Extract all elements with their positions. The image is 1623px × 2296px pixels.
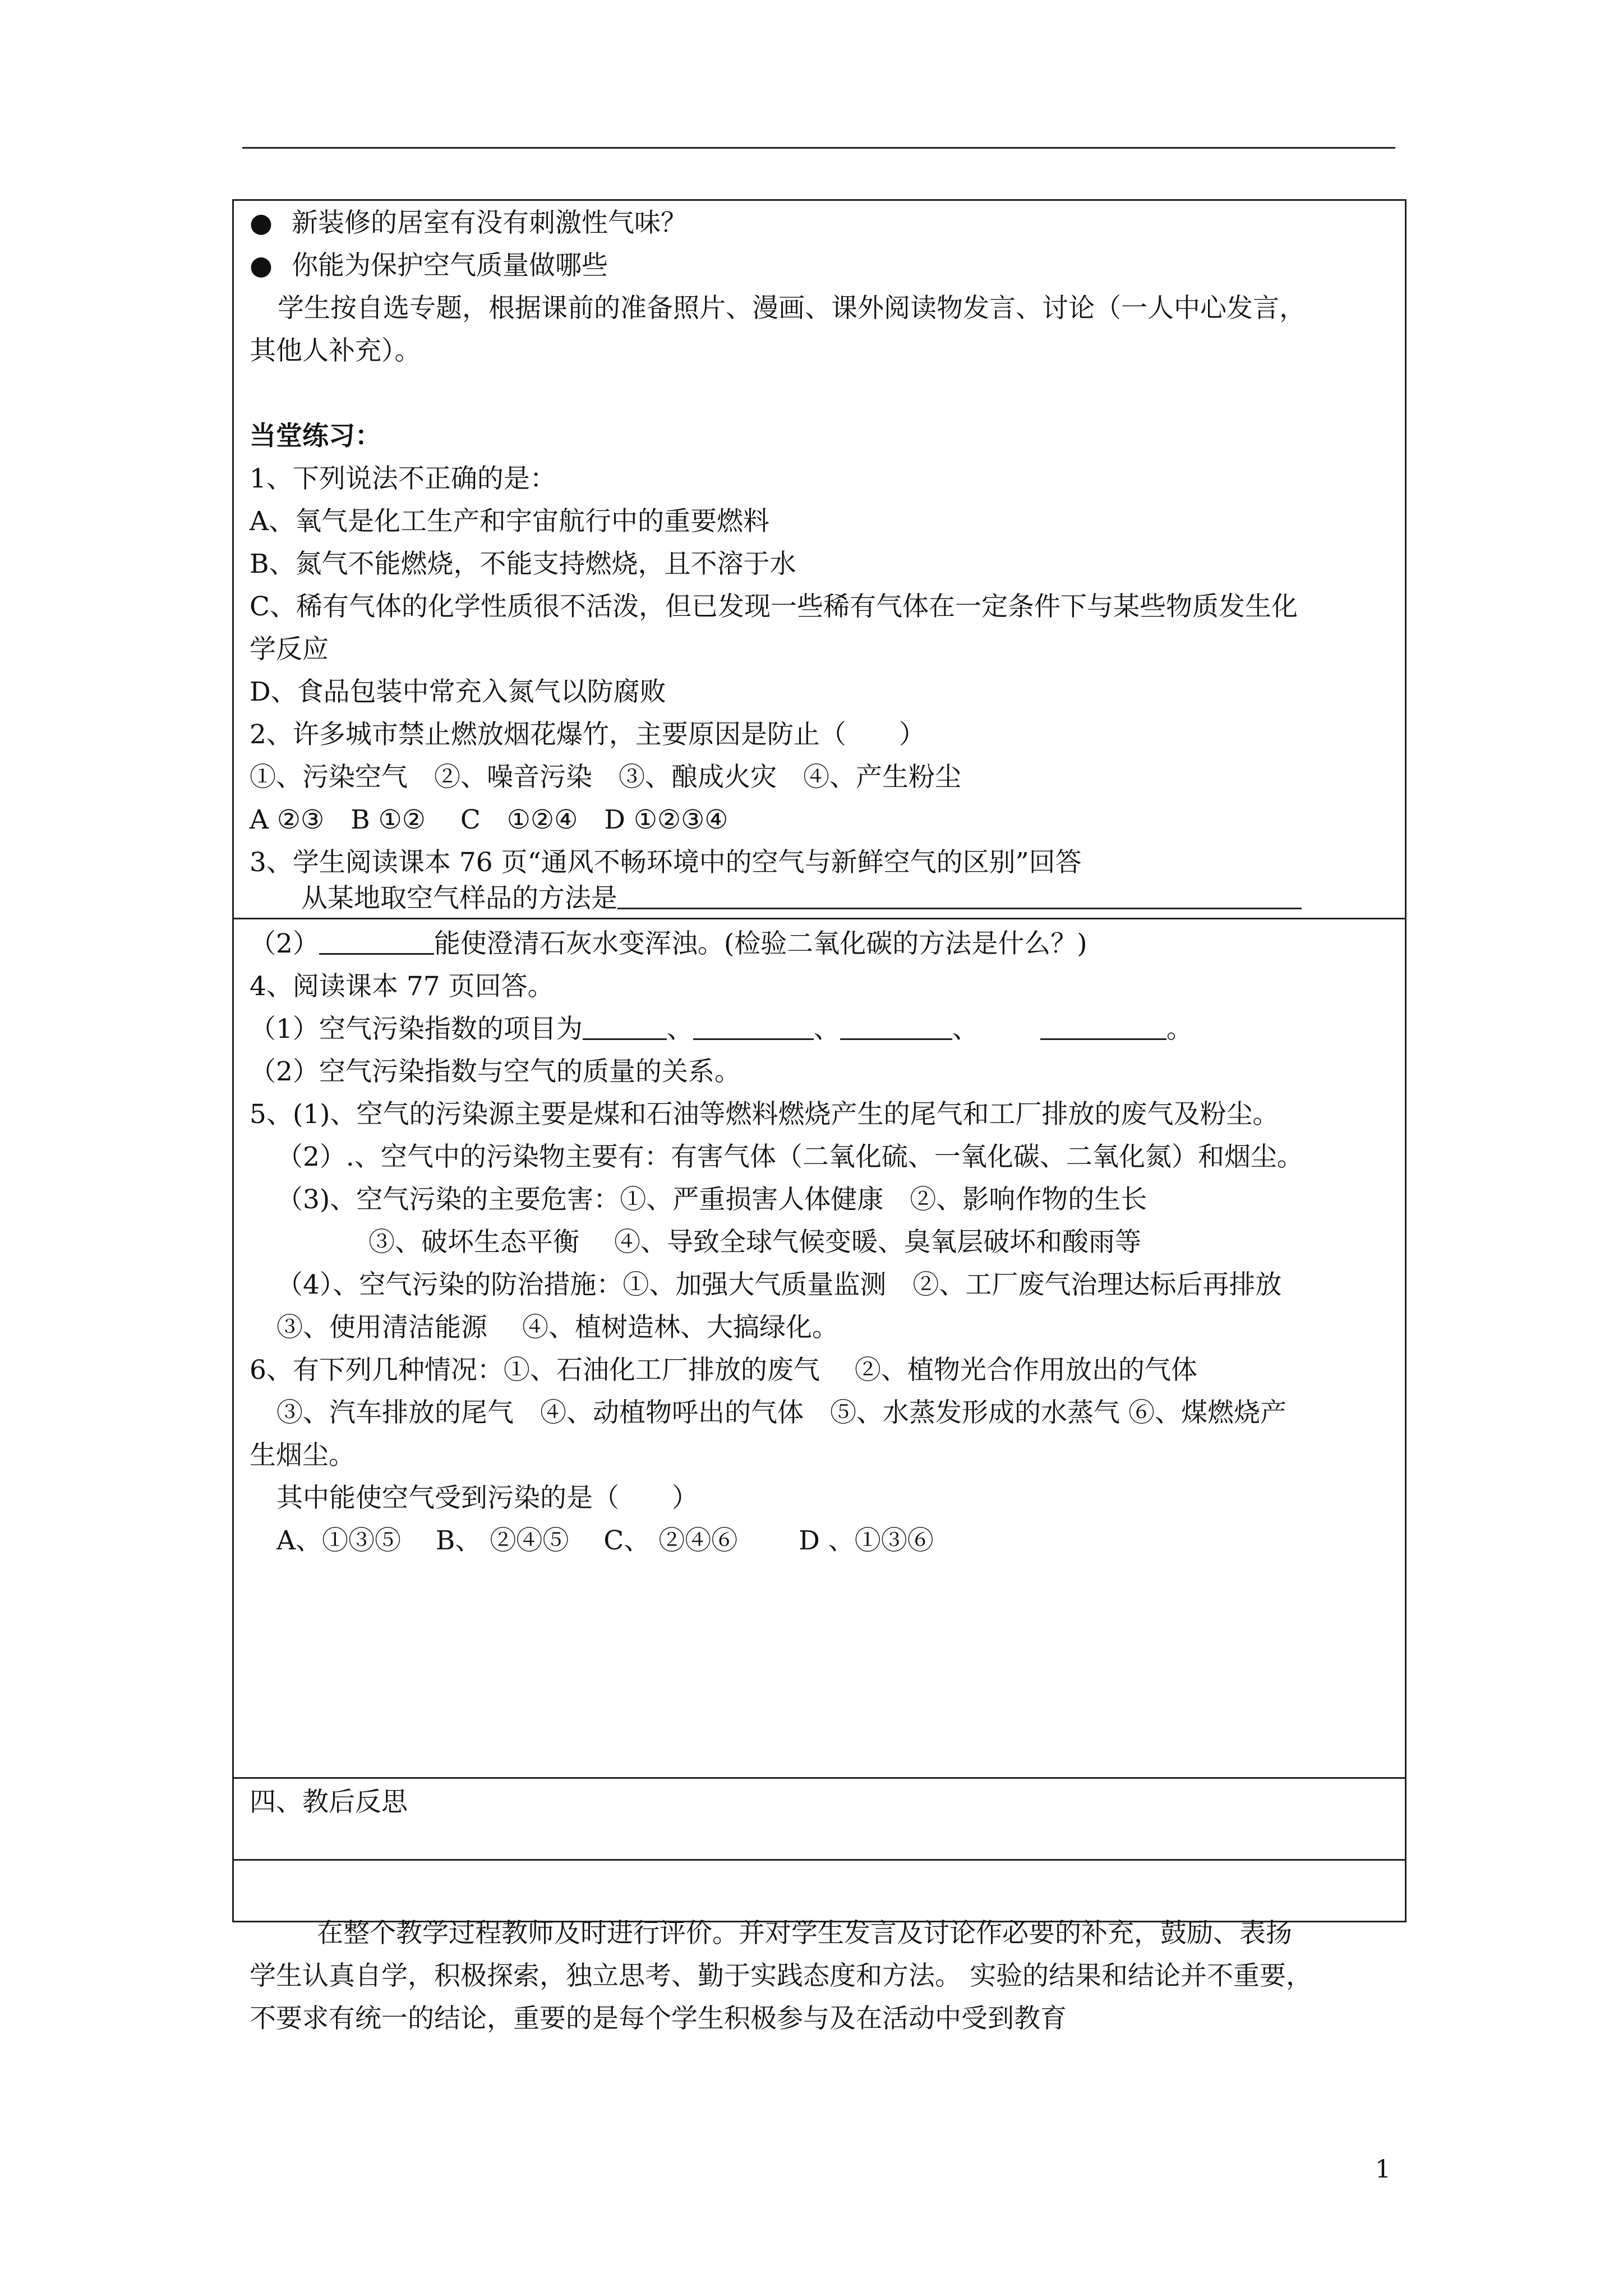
question-6-continued: ③、汽车排放的尾气 ④、动植物呼出的气体 ⑤、水蒸发形成的水蒸气 ⑥、煤燃烧产 — [276, 1397, 1287, 1428]
question-3-part-2 — [250, 923, 1087, 965]
option-a: A、氧气是化工生产和宇宙航行中的重要燃料 — [250, 506, 769, 537]
question-4-part-1-text: （1）空气污染指数的项目为 — [250, 1014, 583, 1045]
answer-blank[interactable] — [1040, 1016, 1166, 1040]
question-3: 3、学生阅读课本 76 页“通风不畅环境中的空气与新鲜空气的区别”回答 — [250, 847, 1082, 878]
question-6-continued: 生烟尘。 — [250, 1440, 355, 1471]
separator: 、 — [952, 1014, 979, 1045]
reflection-title-cell — [234, 1777, 1405, 1859]
question-5-part-4-continued: ③、使用清洁能源 ④、植树造林、大搞绿化。 — [276, 1312, 838, 1343]
answer-blank[interactable] — [319, 931, 434, 955]
separator: 、 — [666, 1014, 693, 1045]
paragraph-line: 其他人补充）。 — [250, 335, 421, 366]
question-4: 4、阅读课本 77 页回答。 — [250, 971, 554, 1002]
reflection-line: 在整个教学过程教师及时进行评价。并对学生发言及讨论作必要的补充，鼓励、表扬 — [317, 1918, 1292, 1949]
question-3-part-2-text: 能使澄清石灰水变浑浊。(检验二氧化碳的方法是什么？) — [434, 928, 1087, 959]
answer-blank[interactable] — [583, 1016, 667, 1040]
discussion-and-practice-cell — [234, 201, 1405, 918]
question-5-part-2: （2）.、空气中的污染物主要有：有害气体（二氧化硫、一氧化碳、二氧化氮）和烟尘。 — [276, 1142, 1303, 1172]
separator: 、 — [813, 1014, 840, 1045]
answer-blank[interactable] — [617, 885, 1302, 909]
practice-heading: 当堂练习： — [250, 421, 381, 452]
reflection-line: 不要求有统一的结论，重要的是每个学生积极参与及在活动中受到教育 — [250, 2003, 1067, 2034]
header-rule — [242, 147, 1395, 149]
question-2-options: A ②③ B ①② C ①②④ D ①②③④ — [250, 804, 728, 835]
question-4-part-2: （2）空气污染指数与空气的质量的关系。 — [250, 1056, 741, 1087]
option-c-continued: 学反应 — [250, 634, 329, 665]
question-6-prompt: 其中能使空气受到污染的是（ ） — [276, 1483, 698, 1513]
question-5-part-3-continued: ③、破坏生态平衡 ④、导致全球气候变暖、臭氧层破坏和酸雨等 — [368, 1227, 1141, 1258]
page-number: 1 — [1375, 2155, 1391, 2184]
question-5-part-4: （4）、空气污染的防治措施：①、加强大气质量监测 ②、工厂废气治理达标后再排放 — [276, 1269, 1282, 1300]
answer-blank[interactable] — [693, 1016, 814, 1040]
question-6-options: A、①③⑤ B、 ②④⑤ C、 ②④⑥ D 、①③⑥ — [276, 1525, 934, 1556]
option-b: B、氮气不能燃烧，不能支持燃烧，且不溶于水 — [250, 549, 796, 579]
lesson-table — [232, 199, 1407, 2034]
reflection-body-cell — [234, 1859, 1405, 2034]
end-mark: 。 — [1166, 1014, 1193, 1045]
question-2-items: ①、污染空气 ②、噪音污染 ③、酿成火灾 ④、产生粉尘 — [250, 762, 961, 793]
reflection-title: 四、教后反思 — [250, 1787, 408, 1818]
question-6: 6、有下列几种情况：①、石油化工厂排放的废气 ②、植物光合作用放出的气体 — [250, 1355, 1197, 1386]
bullet-item: ● 新装修的居室有没有刺激性气味？ — [250, 202, 687, 245]
option-c: C、稀有气体的化学性质很不活泼，但已发现一些稀有气体在一定条件下与某些物质发生化 — [250, 591, 1298, 622]
question-1: 1、下列说法不正确的是： — [250, 463, 556, 494]
question-3-part-2-prefix: （2） — [250, 928, 319, 959]
question-3-part-1-text: 从某地取空气样品的方法是 — [301, 883, 617, 914]
bullet-item: ● 你能为保护空气质量做哪些 — [250, 245, 608, 287]
option-d: D、食品包装中常充入氮气以防腐败 — [250, 677, 666, 707]
answer-blank[interactable] — [840, 1016, 952, 1040]
exercise-continuation-cell — [234, 918, 1405, 1777]
question-5-part-3: （3)、空气污染的主要危害：①、严重损害人体健康 ②、影响作物的生长 — [276, 1184, 1147, 1215]
question-4-part-1 — [250, 1008, 1193, 1051]
paragraph-line: 学生按自选专题，根据课前的准备照片、漫画、课外阅读物发言、讨论（一人中心发言， — [278, 293, 1306, 324]
question-2: 2、许多城市禁止燃放烟花爆竹，主要原因是防止（ ） — [250, 719, 925, 750]
question-3-part-1 — [301, 877, 1302, 920]
reflection-line: 学生认真自学，积极探索，独立思考、勤于实践态度和方法。 实验的结果和结论并不重要， — [250, 1961, 1312, 1991]
question-5-part-1: 5、(1)、空气的污染源主要是煤和石油等燃料燃烧产生的尾气和工厂排放的废气及粉尘。 — [250, 1099, 1279, 1130]
